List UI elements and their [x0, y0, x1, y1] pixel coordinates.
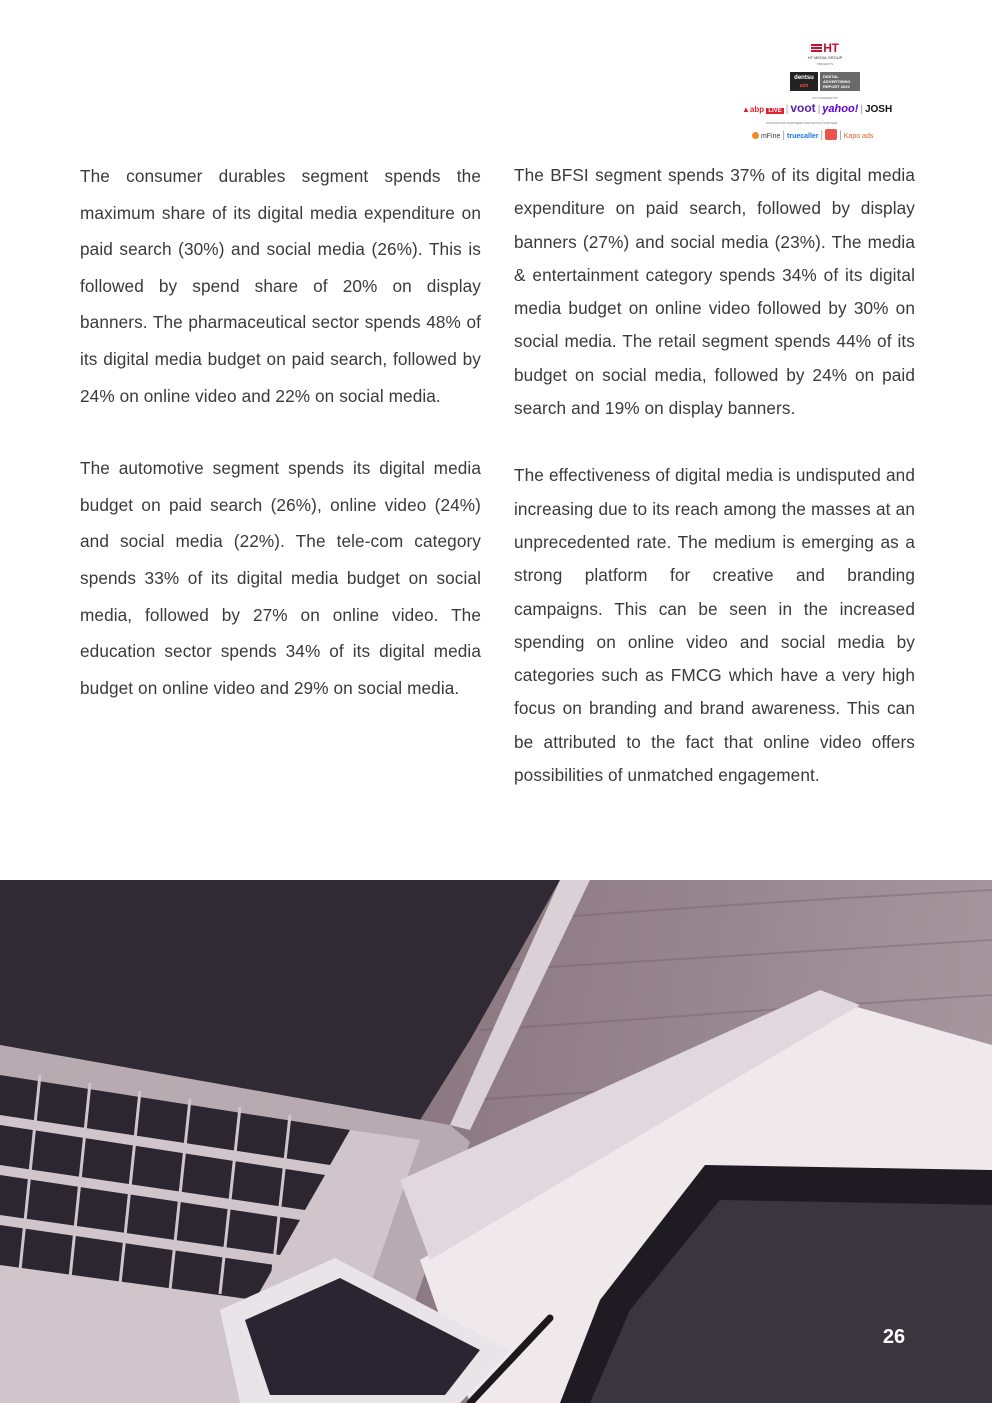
presents-label: PRESENTS — [816, 62, 834, 66]
ht-media-logo: HT — [802, 41, 848, 55]
header-logos — [736, 36, 914, 148]
josh-logo: JOSH — [864, 104, 893, 115]
report-title-badge: DIGITAL ADVERTISING REPORT 2022 — [820, 72, 860, 91]
left-paragraph-2: The automotive segment spends its digital media budget on paid search (26%), online video (24%) and social media (22%). The tele-com category spends 33% of its digital media budget on social media, followed by 27% on online video. The education sector spends 34% of its digital media budget on online video and 29% on social media. — [80, 458, 481, 698]
left-column — [80, 158, 481, 706]
yahoo-logo: yahoo! — [822, 103, 859, 115]
mfine-logo: mFine — [760, 133, 781, 140]
page-number: 26 — [882, 1326, 906, 1348]
right-paragraph-2: The effectiveness of digital media is undisputed and increasing due to its reach among the masses at an unprecedented rate. The medium is emerging as a strong platform for creative and branding campaigns. This can be seen in the increased spending on online video and social media by categories such as FMCG which have a very high focus on branding and brand awareness. This can be attributed to the fact that online video offers possibilities of unmatched engagement. — [514, 465, 915, 786]
copowered-label: CO-POWERED BY — [812, 96, 838, 100]
copowered-partners: ▲abp LIVE | voot | yahoo! | JOSH — [742, 101, 893, 115]
abp-live-logo: ▲abp LIVE — [742, 105, 782, 114]
voot-logo: voot — [790, 101, 816, 115]
mfine-icon — [752, 132, 759, 139]
association-partners-label: ASSOCIATION PARTNERS INNOVATION PARTNER — [766, 121, 838, 125]
desk-illustration — [0, 880, 992, 1403]
bolt-icon — [825, 129, 837, 140]
kapo-logo: Kapo ads — [843, 133, 874, 140]
ht-media-group-label: HT MEDIA GROUP — [807, 55, 843, 60]
left-paragraph-1: The consumer durables segment spends the maximum share of its digital media expenditure on paid search (30%) and social media (26%). This is followed by spend share of 20% on display banners. The pharmaceutical sector spends 48% of its digital media budget on paid search, followed by 24% on online video and 22% on social media. — [80, 166, 481, 406]
desk-photo — [0, 880, 992, 1403]
dentsu-aim-logo: dentsu aim — [790, 72, 818, 91]
right-column — [514, 159, 915, 792]
truecaller-logo: truecaller — [787, 133, 819, 140]
association-partners: mFine | truecaller | | Kapo ads — [752, 129, 912, 141]
right-paragraph-1: The BFSI segment spends 37% of its digital media expenditure on paid search, followed by display banners (27%) and social media (23%). The media & entertainment category spends 34% of its digital media budget on online video followed by 30% on social media. The retail segment spends 44% of its budget on social media, followed by 24% on paid search and 19% on display banners. — [514, 165, 915, 419]
